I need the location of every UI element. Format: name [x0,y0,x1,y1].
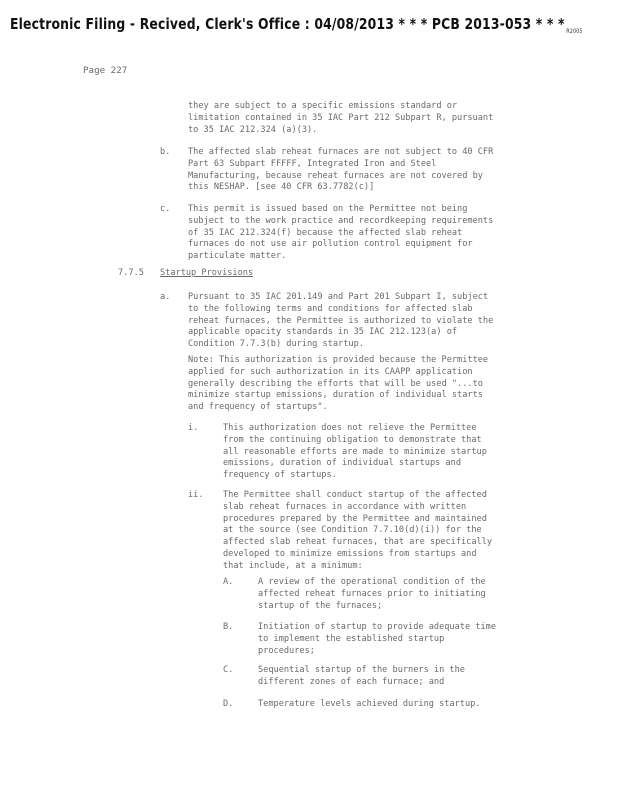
item-a-continued-text: they are subject to a specific emissions standard or limitation contained in 35 IAC Part 212 Subpart R, pursuant to 35 IAC 212.324 (a)(3). [188,101,494,135]
item-c-text: This permit is issued based on the Permittee not being subject to the work practice and recordkeeping requirements of 35 IAC 212.324(f) because the affected slab reheat furnaces do not use air pollution control equipment for particulate matter. [188,204,494,262]
section-number: 7.7.5 [118,268,144,278]
item-D-label: D. [223,699,234,709]
page-number: Page 227 [83,65,128,76]
filing-stamp-text: Electronic Filing - Recived, Clerk's Office : 04/08/2013 * * * PCB 2013-053 * * * [10,15,565,33]
item-D-text: Temperature levels achieved during startup. [258,699,481,709]
item-ii-label: ii. [188,490,204,500]
item-ii-text: The Permittee shall conduct startup of the affected slab reheat furnaces in accordance with written procedures prepared by the Permittee and maintained at the source (see Condition 7.7.10(d)(i)) for the affected slab reheat furnaces, that are specifically developed to minimize emissions from startups and that include, at a minimum: [223,490,493,571]
item-b-text: The affected slab reheat furnaces are not subject to 40 CFR Part 63 Subpart FFFFF, Integrated Iron and Steel Manufacturing, because reheat furnaces are not covered by this NESHAP. [see 40 CFR 63.7782(c)] [188,147,494,193]
filing-stamp-sub: R2005 [566,28,583,35]
item-B-text: Initiation of startup to provide adequate time to implement the established startup procedures; [258,622,496,656]
item-5a-label: a. [160,292,171,302]
item-C-text: Sequential startup of the burners in the different zones of each furnace; and [258,665,465,687]
item-A-label: A. [223,577,234,587]
item-5a-text: Pursuant to 35 IAC 201.149 and Part 201 Subpart I, subject to the following terms and conditions for affected slab reheat furnaces, the Permittee is authorized to violate the applicable opacity standards in 35 IAC 212.123(a) of Condition 7.7.3(b) during startup. [188,292,494,350]
item-c-label: c. [160,204,171,214]
filing-stamp [10,15,583,35]
item-i-text: This authorization does not relieve the Permittee from the continuing obligation to demonstrate that all reasonable efforts are made to minimize startup emissions, duration of individual startups and frequency of startups. [223,423,487,481]
item-i-label: i. [188,423,199,433]
item-B-label: B. [223,622,234,632]
item-C-label: C. [223,665,234,675]
item-b-label: b. [160,147,171,157]
item-5a-note: Note: This authorization is provided because the Permittee applied for such authorization in its CAAPP application generally describing the efforts that will be used "...to minimize startup emissions, duration of individual starts and frequency of startups". [188,355,489,413]
item-A-text: A review of the operational condition of the affected reheat furnaces prior to initiating startup of the furnaces; [258,577,486,611]
section-title: Startup Provisions [160,268,254,278]
